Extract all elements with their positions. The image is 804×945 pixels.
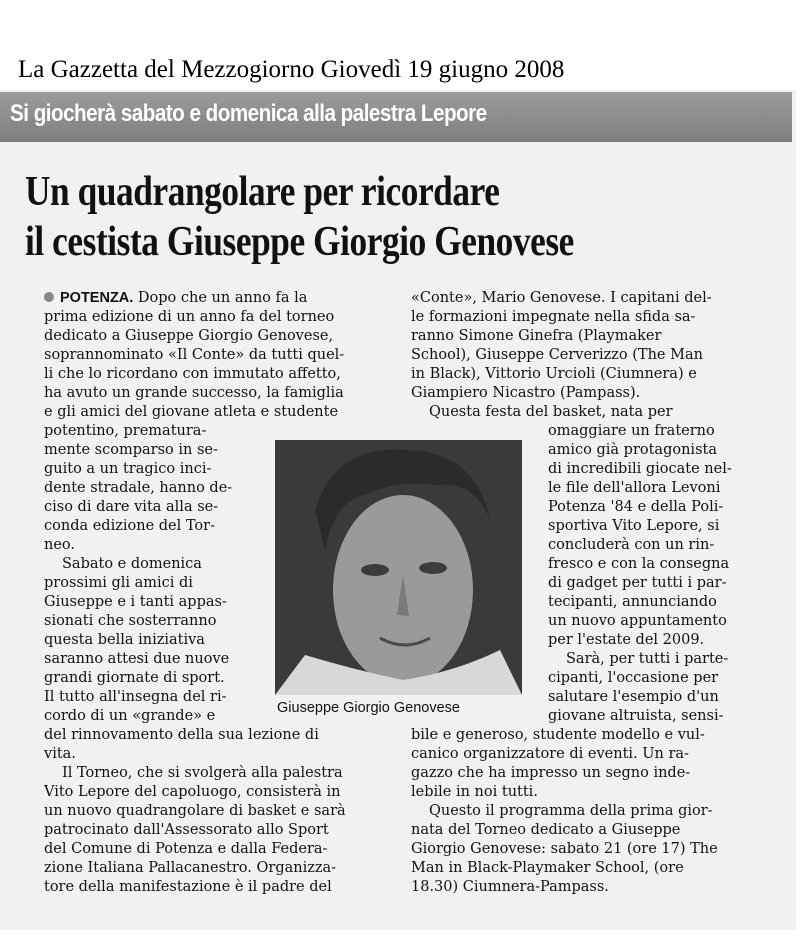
text-line: cordo di un «grande» e xyxy=(44,708,216,724)
text-line: lebile in noi tutti. xyxy=(411,784,538,800)
text-line: ha avuto un grande successo, la famiglia xyxy=(44,385,344,401)
bullet-icon xyxy=(44,292,54,302)
text-line: bile e generoso, studente modello e vul- xyxy=(411,727,705,743)
text-line: potentino, prematura- xyxy=(44,423,207,439)
text-line: del rinnovamento della sua lezione di xyxy=(44,727,319,743)
text-line: grandi giornate di sport. xyxy=(44,670,225,686)
text-line: zione Italiana Pallacanestro. Organizza- xyxy=(44,860,337,876)
text-line: mente scomparso in se- xyxy=(44,442,218,458)
text-line: amico già protagonista xyxy=(548,442,717,458)
text-line: un nuovo quadrangolare di basket e sarà xyxy=(44,803,346,819)
dateline-location: POTENZA. xyxy=(60,290,134,306)
headline-line-2: il cestista Giuseppe Giorgio Genovese xyxy=(25,219,574,265)
text-line: Il tutto all'insegna del ri- xyxy=(44,689,227,705)
text-line: School), Giuseppe Cerverizzo (The Man xyxy=(411,347,703,363)
portrait-photo xyxy=(275,440,522,695)
text-line: Giuseppe e i tanti appas- xyxy=(44,594,227,610)
text-line: tecipanti, annunciando xyxy=(548,594,717,610)
text-line: Sabato e domenica xyxy=(62,556,202,572)
lead-line xyxy=(44,289,346,308)
text-line: saranno attesi due nuove xyxy=(44,651,230,667)
text-line: omaggiare un fraterno xyxy=(548,423,715,439)
text-line: sionati che sosterranno xyxy=(44,613,217,629)
article-column-right-bottom xyxy=(411,726,718,897)
kicker-text: Si giocherà sabato e domenica alla palestra Lepore xyxy=(10,100,487,127)
text-line: Giampiero Nicastro (Pampass). xyxy=(411,385,641,401)
headline-line-1: Un quadrangolare per ricordare xyxy=(25,169,500,215)
text-line: vita. xyxy=(44,746,76,762)
text-line: prossimi gli amici di xyxy=(44,575,193,591)
text-line: «Conte», Mario Genovese. I capitani del- xyxy=(411,290,712,306)
text-line: prima edizione di un anno fa del torneo xyxy=(44,309,335,325)
text-line: di incredibili giocate nel- xyxy=(548,461,732,477)
text-line: questa bella iniziativa xyxy=(44,632,205,648)
text-line: patrocinato dall'Assessorato allo Sport xyxy=(44,822,329,838)
text-line: guito a un tragico inci- xyxy=(44,461,212,477)
text-line: ranno Simone Ginefra (Playmaker xyxy=(411,328,662,344)
text-line: le formazioni impegnate nella sfida sa- xyxy=(411,309,696,325)
text-line: per l'estate del 2009. xyxy=(548,632,705,648)
article-column-right-middle xyxy=(548,422,732,726)
text-line: e gli amici del giovane atleta e studente xyxy=(44,404,339,420)
text-line: 18.30) Ciumnera-Pampass. xyxy=(411,879,609,895)
text-line: giovane altruista, sensi- xyxy=(548,708,724,724)
text-line: Il Torneo, che si svolgerà alla palestra xyxy=(62,765,343,781)
text-line: Questo il programma della prima gior- xyxy=(429,803,713,819)
newspaper-masthead: La Gazzetta del Mezzogiorno Giovedì 19 giugno 2008 xyxy=(18,56,565,83)
lead-text: Dopo che un anno fa la xyxy=(137,290,308,306)
text-line: tore della manifestazione è il padre del xyxy=(44,879,332,895)
text-line: Vito Lepore del capoluogo, consisterà in xyxy=(44,784,341,800)
text-line: canico organizzatore di eventi. Un ra- xyxy=(411,746,689,762)
text-line: fresco e con la consegna xyxy=(548,556,730,572)
photo-caption: Giuseppe Giorgio Genovese xyxy=(277,700,460,716)
text-line: li che lo ricordano con immutato affetto, xyxy=(44,366,341,382)
text-line: del Comune di Potenza e dalla Federa- xyxy=(44,841,328,857)
text-line: nata del Torneo dedicato a Giuseppe xyxy=(411,822,681,838)
text-line: Potenza '84 e della Poli- xyxy=(548,499,724,515)
text-line: sportiva Vito Lepore, si xyxy=(548,518,720,534)
text-line: cipanti, l'occasione per xyxy=(548,670,719,686)
article-column-right-top xyxy=(411,289,712,422)
text-line: dedicato a Giuseppe Giorgio Genovese, xyxy=(44,328,334,344)
text-line: neo. xyxy=(44,537,76,553)
text-line: Sarà, per tutti i parte- xyxy=(566,651,729,667)
text-line: ciso di dare vita alla se- xyxy=(44,499,219,515)
text-line: Questa festa del basket, nata per xyxy=(429,404,673,420)
text-line: in Black), Vittorio Urcioli (Ciumnera) e xyxy=(411,366,697,382)
text-line: salutare l'esempio d'un xyxy=(548,689,719,705)
text-line: dente stradale, hanno de- xyxy=(44,480,233,496)
text-line: un nuovo appuntamento xyxy=(548,613,727,629)
text-line: gazzo che ha impresso un segno inde- xyxy=(411,765,691,781)
text-line: conda edizione del Tor- xyxy=(44,518,215,534)
text-line: concluderà con un rin- xyxy=(548,537,715,553)
text-line: soprannominato «Il Conte» da tutti quel- xyxy=(44,347,345,363)
text-line: le file dell'allora Levoni xyxy=(548,480,721,496)
text-line: di gadget per tutti i par- xyxy=(548,575,727,591)
text-line: Giorgio Genovese: sabato 21 (ore 17) The xyxy=(411,841,718,857)
text-line: Man in Black-Playmaker School, (ore xyxy=(411,860,684,876)
